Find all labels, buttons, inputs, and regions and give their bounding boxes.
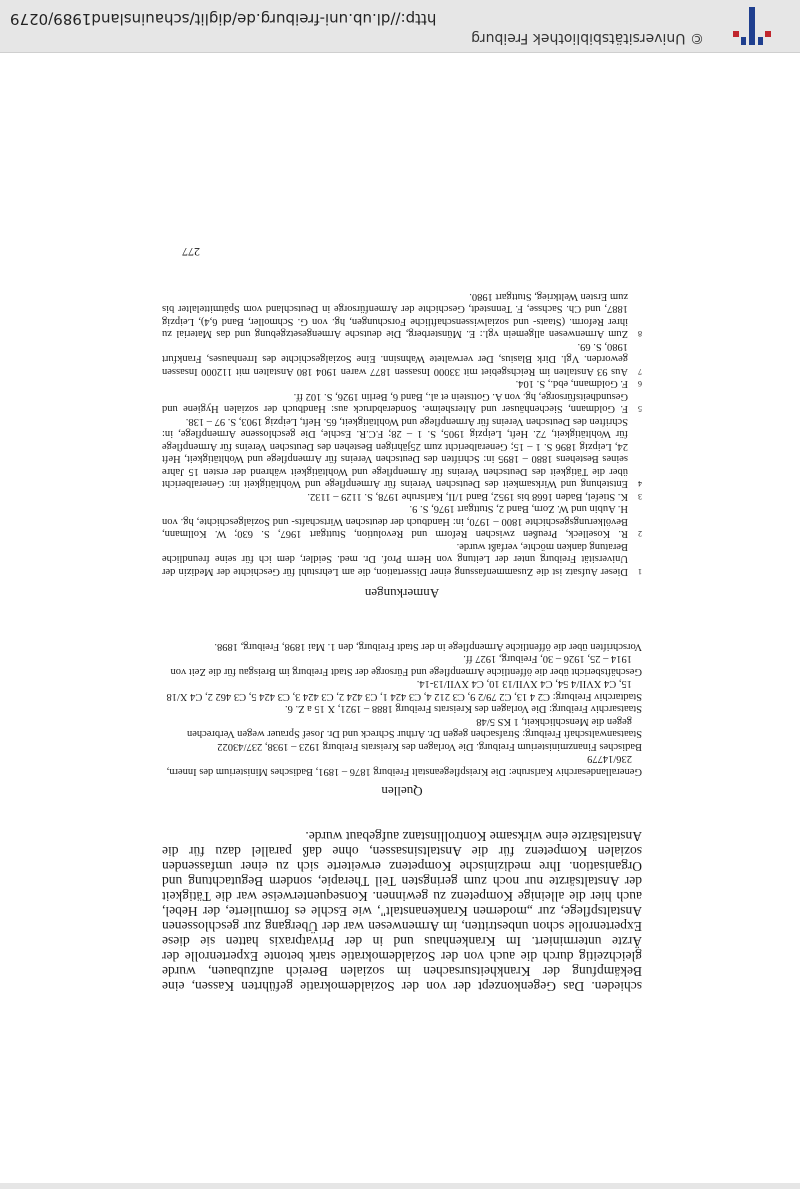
note-entry [162, 490, 642, 503]
source-entry: Staatsarchiv Freiburg: Die Vorlagen des Kreisrats Freiburg 1888 – 1921, X 15 a Z. 6. [284, 703, 642, 715]
note-number: 5 [638, 404, 642, 414]
footer-bar [0, 0, 800, 53]
note-entry [162, 502, 642, 540]
source-entry: Vorschriften über die öffentliche Armenpflege in der Stadt Freiburg, den 1. Mai 1898, Freiburg, 1898. [214, 641, 642, 652]
note-number: 6 [638, 379, 642, 389]
note-number: 3 [638, 492, 642, 501]
note-number: 2 [638, 529, 642, 539]
bottom-strip [0, 1183, 800, 1189]
source-entry: Badisches Finanzministerium Freiburg. Die Vorlagen des Kreisrats Freiburg 1923 – 1938, 237/43022 [217, 741, 642, 752]
document-url[interactable]: http://dl.ub.uni-freiburg.de/diglit/schauinsland1989/0279 [10, 10, 437, 28]
note-text: K. Stiefel, Baden 1668 bis 1952, Band 1/II, Karlsruhe 1978, S. 1129 – 1132. [307, 491, 628, 502]
note-number: 7 [638, 367, 642, 376]
body-paragraph: schieden. Das Gegenkonzept der von der Sozialdemokratie geführten Kassen, eine Bekämpfung der Krankheitsursachen im sozialen Bereich aufzubauen, wurde gleichzeitig durch die auch von der Sozialdemokratie stark betonte Expertenrolle der Ärzte unterminiert. Im Krankenhaus und in der Privatpraxis hatten sie diese Expertenrolle schon unbestritten, im Armenwesen war der Übergang zur geschlossenen Anstaltspflege, zur „modernen Krankenanstalt", wie Eschle es formulierte, der Hebel, auch hier die alleinige Kompetenz zu gewinnen. Konsequenterweise war die Tätigkeit der Anstaltsärzte nur noch zum geringsten Teil Therapie, sondern Begutachtung und Organisation. Ihre medizinische Kompetenz erweiterte sich zu einer umfassenden sozialen Kompetenz für die Anstaltsinsassen, ohne daß parallel dazu für die Anstaltsärzte eine wirksame Kontrollinstanz aufgebaut wurde. [162, 829, 642, 994]
note-entry [162, 540, 642, 578]
note-text: Entstehung und Wirksamkeit des Deutschen Vereins für Armenpflege und Wohltätigkeit in: Generalbericht über die Tätigkeit des Deutschen Vereins für Armenpflege und Wohltätigkeit während der ersten 15 Jahre seines Bestehens 1880 – 1895 in: Schriften des Deutschen Vereins für Armenpflege und Wohltätigkeit, Heft 24, Leipzig 1896 S. 1 – 15; Generalbericht zum 25jährigen Bestehen des Deutschen Vereins für Armenpflege für Wohltätigkeit, 72. Heft, Leipzig 1905, S. 1 – 28; F.C.R. Eschle, Die geschlossene Armenpflege, in: Schriften des Deutschen Vereins für Armenpflege und Wohltätigkeit, 65. Heft, Leipzig 1903, S. 97 – 138. [162, 416, 628, 490]
source-entry: Stadtarchiv Freiburg: C2 4 13, C2 79/2 9, C3 212 4, C3 424 1, C3 424 2, C3 424 3, C3 424 5, C3 462 2, C4 X/18 15, C4 XVII/4 54, C4 XVII/13 10, C4 XVII/13-14. [166, 678, 642, 702]
note-text: Zum Armenwesen allgemein vgl.: E. Münsterberg, Die deutsche Armengesetzgebung und das Material zu ihrer Reform. (Staats- und sozialwissenschaftliche Forschungen, hg. von G. Schmoller, Band 6,4), Leipzig 1887, und Ch. Sachsse, F. Tennstedt, Geschichte der Armenfürsorge in Deutschland vom Spätmittelalter bis zum Ersten Weltkrieg, Stuttgart 1980. [162, 291, 628, 340]
note-text: F. Goldmann, ebd., S. 104. [515, 378, 628, 390]
notes-heading: Anmerkungen [364, 586, 440, 601]
source-entry: Generallandesarchiv Karlsruhe: Die Kreispflegeanstalt Freiburg 1876 – 1891, Badisches Ministerium des Innern, 236/14779 [166, 753, 642, 777]
sources-heading: Quellen [381, 784, 423, 799]
note-text: Dieser Aufsatz ist die Zusammenfassung einer Dissertation, die am Lehrstuhl für Geschichte der Medizin der Universität Freiburg unter der Leitung von Herrn Prof. Dr. med. Seidler, dem ich für seine freundliche Beratung danken möchte, verfaßt wurde. [162, 541, 628, 577]
note-entry [162, 377, 642, 390]
note-entry [162, 415, 642, 490]
note-number: 8 [638, 329, 642, 339]
note-number: 1 [638, 567, 642, 576]
body-text [162, 829, 642, 994]
notes-list [162, 290, 642, 578]
note-text: F. Goldmann, Siechenhäuser und Altersheime. Sonderabdruck aus: Handbuch der sozialen Hygiene und Gesundheitsfürsorge, hg. von A. Gottstein et al., Band 6, Berlin 1926, S. 102 ff. [162, 391, 628, 415]
note-entry [162, 340, 642, 378]
source-entry: Staatsanwaltschaft Freiburg: Strafsachen gegen Dr. Arthur Schreck und Dr. Josef Sprauer wegen Verbrechen gegen die Menschlichkeit, 1 KS 5/48 [186, 716, 642, 740]
note-entry [162, 390, 642, 415]
library-credit: © Universitätsbibliothek Freiburg [471, 30, 704, 46]
page-number: 277 [182, 245, 200, 259]
note-entry [162, 290, 642, 340]
ub-freiburg-logo [705, 0, 800, 52]
note-text: Aus 93 Anstalten im Reichsgebiet mit 33000 Insassen 1877 waren 1904 180 Anstalten mit 112000 Insassen geworden. Vgl. Dirk Blasius, Der verwaltete Wahnsinn. Eine Sozialgeschichte des Irrenhauses, Frankfurt 1980, S. 69. [162, 341, 628, 377]
note-text: R. Koselleck, Preußen zwischen Reform und Revolution, Stuttgart 1967, S. 630; W. Kollmann, Bevölkerungsgeschichte 1800 – 1970, in: Handbuch der deutschen Wirtschafts- und Sozialgeschichte, hg. von H. Aubin und W. Zorn, Band 2, Stuttgart 1976, S. 9. [162, 503, 628, 540]
sources-list [162, 640, 642, 778]
source-entry: Geschäftsbericht über die öffentliche Armenpflege und Fürsorge der Stadt Freiburg im Breisgau für die Zeit von 1914 – 25, 1926 – 30, Freiburg, 1927 ff. [170, 653, 642, 677]
note-number: 4 [638, 479, 642, 489]
